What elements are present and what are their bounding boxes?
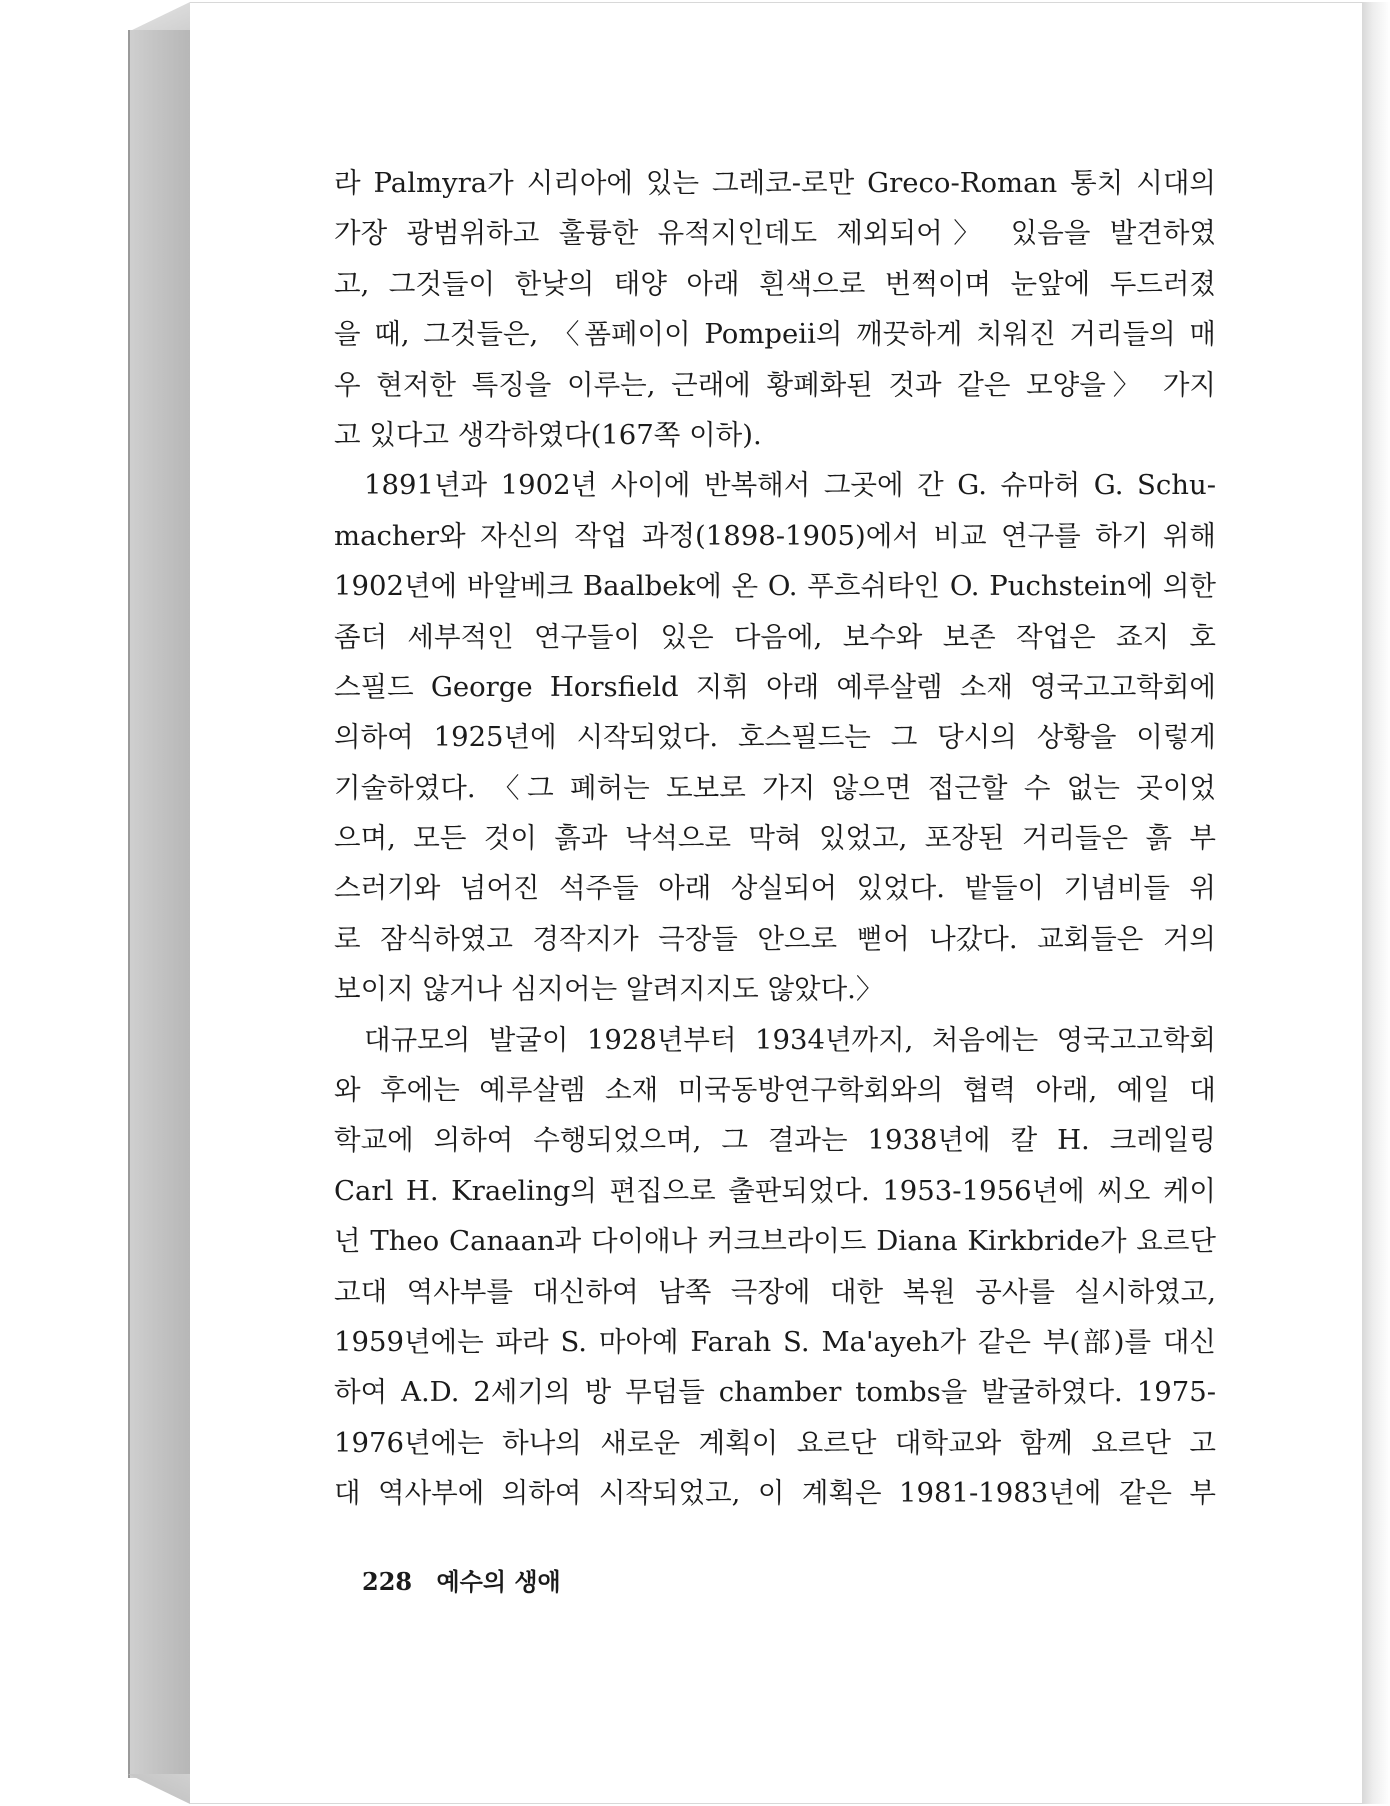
text-line: 좀더 세부적인 연구들이 있은 다음에, 보수와 보존 작업은 죠지 호 (334, 620, 1216, 653)
text-line: 기술하였다. 〈그 폐허는 도보로 가지 않으면 접근할 수 없는 곳이었 (334, 771, 1216, 804)
text-line: 우 현저한 특징을 이루는, 근래에 황폐화된 것과 같은 모양을〉 가지 (334, 368, 1216, 401)
text-line: 스러기와 넘어진 석주들 아래 상실되어 있었다. 밭들이 기념비들 위 (334, 872, 1216, 905)
text-line: 대 역사부에 의하여 시작되었고, 이 계획은 1981-1983년에 같은 부 (334, 1477, 1216, 1510)
text-line: 1976년에는 하나의 새로운 계획이 요르단 대학교와 함께 요르단 고 (334, 1426, 1216, 1459)
text-line: 로 잠식하였고 경작지가 극장들 안으로 뻗어 나갔다. 교회들은 거의 (334, 922, 1216, 955)
text-line: 고대 역사부를 대신하여 남쪽 극장에 대한 복원 공사를 실시하였고, (334, 1275, 1216, 1308)
text-line: 학교에 의하여 수행되었으며, 그 결과는 1938년에 칼 H. 크레일링 (334, 1124, 1216, 1157)
paragraph-2 (334, 460, 1216, 1014)
text-line: Carl H. Kraeling의 편집으로 출판되었다. 1953-1956년에 씨오 케이 (334, 1174, 1216, 1207)
text-line: macher와 자신의 작업 과정(1898-1905)에서 비교 연구를 하기 위해 (334, 519, 1216, 552)
page-edge-shadow (1362, 2, 1390, 1804)
text-line: 가장 광범위하고 훌륭한 유적지인데도 제외되어〉 있음을 발견하였 (334, 217, 1216, 250)
page-footer (362, 1562, 561, 1597)
text-line: 스필드 George Horsfield 지휘 아래 예루살렘 소재 영국고고학회에 (334, 670, 1216, 703)
text-line: 넌 Theo Canaan과 다이애나 커크브라이드 Diana Kirkbride가 요르단 (334, 1225, 1216, 1258)
page-number: 228 (362, 1567, 413, 1596)
body-text (334, 158, 1216, 1519)
paragraph-3 (334, 1015, 1216, 1519)
book-spine (128, 30, 192, 1778)
text-line: 의하여 1925년에 시작되었다. 호스필드는 그 당시의 상황을 이렇게 (334, 721, 1216, 754)
text-line: 고 있다고 생각하였다(167쪽 이하). (334, 418, 762, 451)
running-title: 예수의 생애 (436, 1568, 561, 1596)
paragraph-1 (334, 158, 1216, 460)
text-line: 을 때, 그것들은, 〈폼페이이 Pompeii의 깨끗하게 치워진 거리들의 매 (334, 318, 1216, 351)
text-line: 으며, 모든 것이 흙과 낙석으로 막혀 있었고, 포장된 거리들은 흙 부 (334, 822, 1216, 855)
text-line: 1959년에는 파라 S. 마아예 Farah S. Ma'ayeh가 같은 부(部)를 대신 (334, 1325, 1216, 1358)
text-line: 라 Palmyra가 시리아에 있는 그레코-로만 Greco-Roman 통치 시대의 (334, 167, 1216, 199)
text-line: 하여 A.D. 2세기의 방 무덤들 chamber tombs을 발굴하였다. 1975- (334, 1376, 1216, 1409)
text-line: 1891년과 1902년 사이에 반복해서 그곳에 간 G. 슈마허 G. Schu- (364, 469, 1216, 502)
text-line: 대규모의 발굴이 1928년부터 1934년까지, 처음에는 영국고고학회 (364, 1023, 1216, 1056)
text-line: 와 후에는 예루살렘 소재 미국동방연구학회와의 협력 아래, 예일 대 (334, 1074, 1216, 1107)
text-line: 보이지 않거나 심지어는 알려지지도 않았다.〉 (334, 973, 884, 1006)
text-line: 고, 그것들이 한낮의 태양 아래 흰색으로 번쩍이며 눈앞에 두드러졌 (334, 267, 1216, 300)
text-line: 1902년에 바알베크 Baalbek에 온 O. 푸흐쉬타인 O. Puchstein에 의한 (334, 570, 1216, 603)
book-spine-bottom (128, 1774, 190, 1804)
book-spine-top (128, 2, 190, 32)
